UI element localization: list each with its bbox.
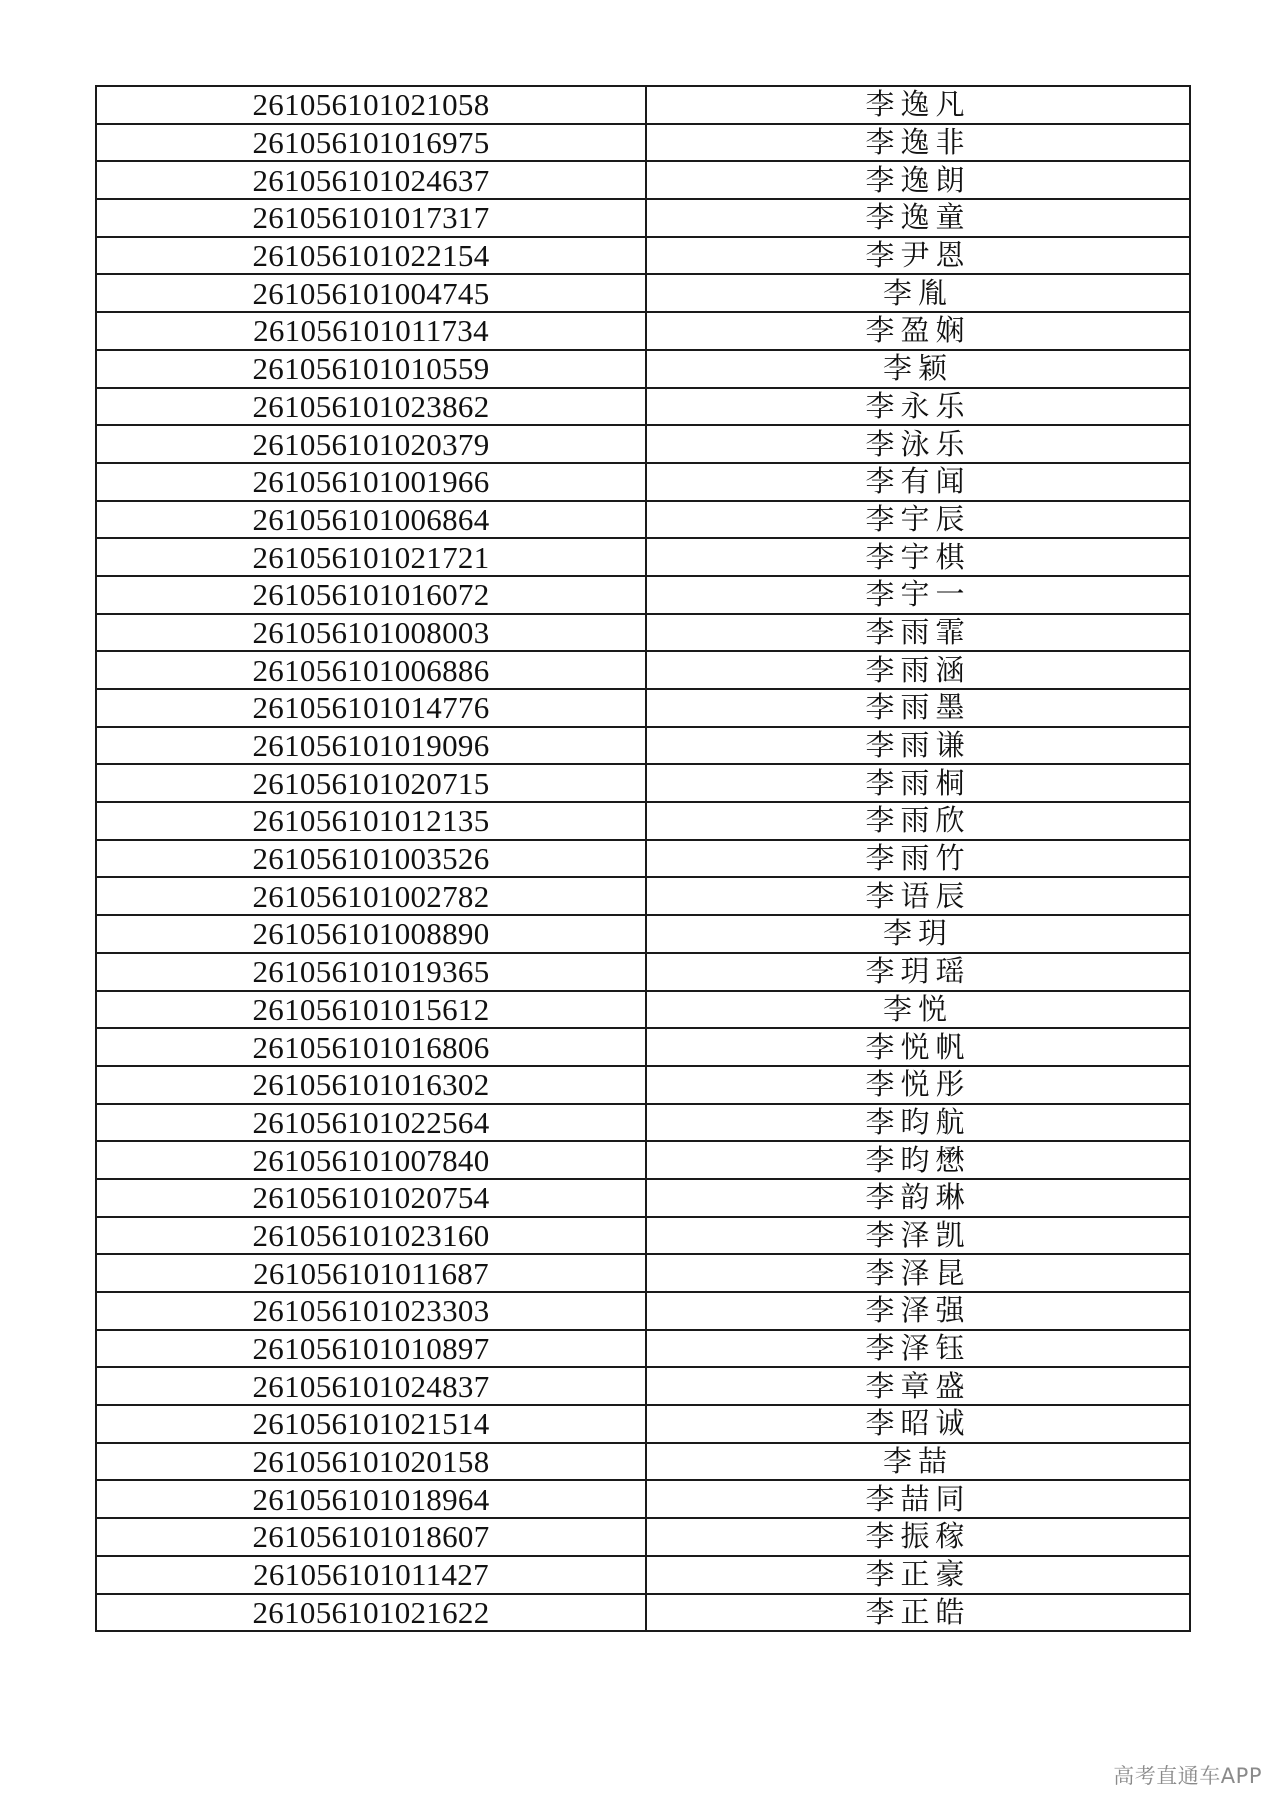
candidate-name-cell: 李雨欣 (646, 802, 1190, 840)
table-row (96, 1556, 1190, 1594)
candidate-name-cell: 李喆同 (646, 1480, 1190, 1518)
table-row (96, 1594, 1190, 1632)
table-row (96, 764, 1190, 802)
table-row (96, 953, 1190, 991)
table-row (96, 1518, 1190, 1556)
candidate-name-cell: 李颖 (646, 350, 1190, 388)
table-row (96, 350, 1190, 388)
table-row (96, 538, 1190, 576)
candidate-id-cell: 261056101020158 (96, 1443, 646, 1481)
candidate-name-cell: 李逸非 (646, 124, 1190, 162)
table-row (96, 727, 1190, 765)
candidate-id-cell: 261056101004745 (96, 274, 646, 312)
candidate-table (95, 85, 1191, 1632)
candidate-id-cell: 261056101015612 (96, 991, 646, 1029)
candidate-name-cell: 李逸凡 (646, 86, 1190, 124)
candidate-name-cell: 李悦 (646, 991, 1190, 1029)
candidate-name-cell: 李胤 (646, 274, 1190, 312)
candidate-id-cell: 261056101021622 (96, 1594, 646, 1632)
candidate-id-cell: 261056101011734 (96, 312, 646, 350)
table-row (96, 463, 1190, 501)
candidate-name-cell: 李泽强 (646, 1292, 1190, 1330)
candidate-id-cell: 261056101022154 (96, 237, 646, 275)
candidate-name-cell: 李玥瑶 (646, 953, 1190, 991)
candidate-name-cell: 李雨霏 (646, 614, 1190, 652)
candidate-id-cell: 261056101024837 (96, 1367, 646, 1405)
candidate-name-cell: 李泽钰 (646, 1330, 1190, 1368)
table-row (96, 86, 1190, 124)
candidate-id-cell: 261056101021721 (96, 538, 646, 576)
candidate-id-cell: 261056101023862 (96, 388, 646, 426)
candidate-name-cell: 李雨桐 (646, 764, 1190, 802)
table-row (96, 1480, 1190, 1518)
candidate-id-cell: 261056101008890 (96, 915, 646, 953)
candidate-id-cell: 261056101021514 (96, 1405, 646, 1443)
candidate-id-cell: 261056101024637 (96, 161, 646, 199)
table-row (96, 1254, 1190, 1292)
table-row (96, 1217, 1190, 1255)
candidate-id-cell: 261056101003526 (96, 840, 646, 878)
candidate-name-cell: 李宇辰 (646, 501, 1190, 539)
candidate-id-cell: 261056101016072 (96, 576, 646, 614)
candidate-id-cell: 261056101011427 (96, 1556, 646, 1594)
table-row (96, 576, 1190, 614)
candidate-id-cell: 261056101001966 (96, 463, 646, 501)
candidate-name-cell: 李雨竹 (646, 840, 1190, 878)
table-row (96, 501, 1190, 539)
candidate-name-cell: 李悦彤 (646, 1066, 1190, 1104)
table-row (96, 124, 1190, 162)
candidate-id-cell: 261056101012135 (96, 802, 646, 840)
table-row (96, 312, 1190, 350)
candidate-name-cell: 李语辰 (646, 877, 1190, 915)
candidate-name-cell: 李振稼 (646, 1518, 1190, 1556)
candidate-id-cell: 261056101020754 (96, 1179, 646, 1217)
candidate-id-cell: 261056101018607 (96, 1518, 646, 1556)
candidate-id-cell: 261056101020715 (96, 764, 646, 802)
candidate-id-cell: 261056101023303 (96, 1292, 646, 1330)
table-row (96, 274, 1190, 312)
candidate-id-cell: 261056101020379 (96, 425, 646, 463)
table-row (96, 161, 1190, 199)
candidate-id-cell: 261056101006886 (96, 651, 646, 689)
table-row (96, 991, 1190, 1029)
candidate-name-cell: 李昭诚 (646, 1405, 1190, 1443)
candidate-name-cell: 李永乐 (646, 388, 1190, 426)
watermark: 高考直通车APP (1113, 1764, 1262, 1788)
table-row (96, 802, 1190, 840)
candidate-name-cell: 李喆 (646, 1443, 1190, 1481)
candidate-name-cell: 李泽昆 (646, 1254, 1190, 1292)
candidate-id-cell: 261056101017317 (96, 199, 646, 237)
candidate-name-cell: 李泽凯 (646, 1217, 1190, 1255)
candidate-name-cell: 李玥 (646, 915, 1190, 953)
candidate-id-cell: 261056101008003 (96, 614, 646, 652)
table-row (96, 1179, 1190, 1217)
table-row (96, 425, 1190, 463)
candidate-table-body (96, 86, 1190, 1631)
candidate-id-cell: 261056101010897 (96, 1330, 646, 1368)
candidate-name-cell: 李正皓 (646, 1594, 1190, 1632)
candidate-name-cell: 李宇棋 (646, 538, 1190, 576)
candidate-name-cell: 李昀懋 (646, 1141, 1190, 1179)
candidate-id-cell: 261056101019365 (96, 953, 646, 991)
candidate-name-cell: 李雨墨 (646, 689, 1190, 727)
candidate-id-cell: 261056101010559 (96, 350, 646, 388)
table-row (96, 388, 1190, 426)
candidate-name-cell: 李雨谦 (646, 727, 1190, 765)
table-row (96, 1330, 1190, 1368)
candidate-id-cell: 261056101006864 (96, 501, 646, 539)
candidate-name-cell: 李盈娴 (646, 312, 1190, 350)
table-row (96, 1292, 1190, 1330)
candidate-name-cell: 李尹恩 (646, 237, 1190, 275)
candidate-name-cell: 李逸朗 (646, 161, 1190, 199)
candidate-name-cell: 李章盛 (646, 1367, 1190, 1405)
candidate-name-cell: 李有闻 (646, 463, 1190, 501)
candidate-id-cell: 261056101016302 (96, 1066, 646, 1104)
candidate-id-cell: 261056101016975 (96, 124, 646, 162)
table-row (96, 915, 1190, 953)
table-row (96, 199, 1190, 237)
candidate-id-cell: 261056101023160 (96, 1217, 646, 1255)
table-row (96, 689, 1190, 727)
candidate-id-cell: 261056101016806 (96, 1028, 646, 1066)
table-row (96, 1367, 1190, 1405)
candidate-id-cell: 261056101021058 (96, 86, 646, 124)
candidate-id-cell: 261056101014776 (96, 689, 646, 727)
table-row (96, 1066, 1190, 1104)
candidate-name-cell: 李雨涵 (646, 651, 1190, 689)
table-row (96, 1443, 1190, 1481)
table-row (96, 877, 1190, 915)
candidate-name-cell: 李昀航 (646, 1104, 1190, 1142)
candidate-name-cell: 李泳乐 (646, 425, 1190, 463)
candidate-name-cell: 李韵琳 (646, 1179, 1190, 1217)
table-row (96, 237, 1190, 275)
candidate-name-cell: 李正豪 (646, 1556, 1190, 1594)
table-row (96, 1141, 1190, 1179)
table-row (96, 614, 1190, 652)
table-row (96, 1104, 1190, 1142)
candidate-id-cell: 261056101022564 (96, 1104, 646, 1142)
candidate-name-cell: 李宇一 (646, 576, 1190, 614)
candidate-name-cell: 李逸童 (646, 199, 1190, 237)
candidate-id-cell: 261056101019096 (96, 727, 646, 765)
table-row (96, 651, 1190, 689)
candidate-name-cell: 李悦帆 (646, 1028, 1190, 1066)
candidate-id-cell: 261056101018964 (96, 1480, 646, 1518)
table-row (96, 1028, 1190, 1066)
candidate-id-cell: 261056101011687 (96, 1254, 646, 1292)
candidate-id-cell: 261056101007840 (96, 1141, 646, 1179)
candidate-id-cell: 261056101002782 (96, 877, 646, 915)
table-row (96, 840, 1190, 878)
table-row (96, 1405, 1190, 1443)
